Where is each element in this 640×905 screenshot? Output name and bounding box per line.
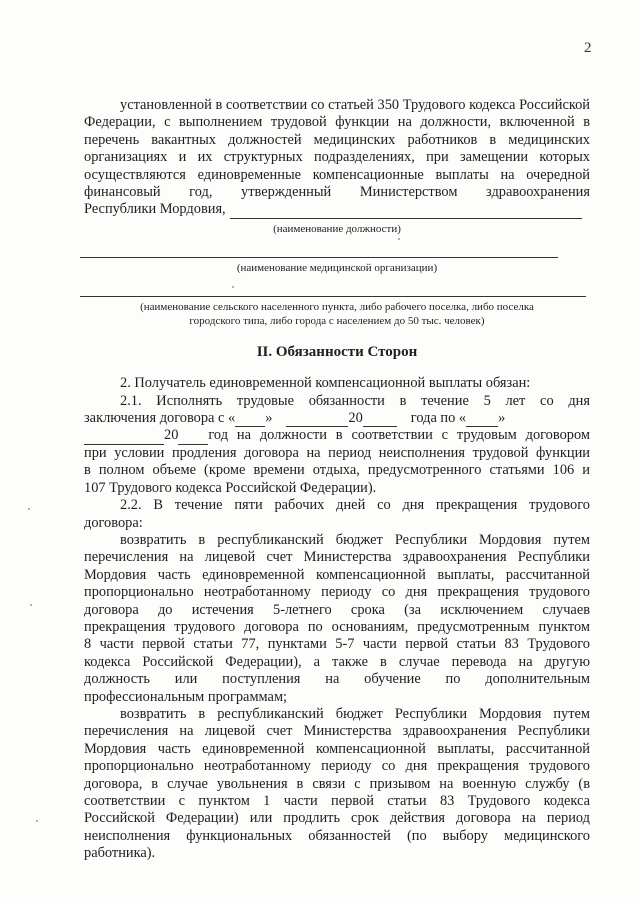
date-to-prefix: года по «	[410, 410, 467, 427]
clause-2-2-item-1-line: кодекса Российской Федерации), а также в случае перевода на другую	[84, 653, 590, 670]
position-caption: (наименование должности)	[273, 222, 401, 235]
clause-2-1	[84, 393, 590, 497]
republic-line	[84, 201, 590, 218]
section-title: II. Обязанности Сторон	[256, 343, 418, 360]
clause-2-1-year-line	[84, 427, 590, 444]
page-number: 2	[584, 40, 592, 56]
scan-speck	[398, 238, 400, 240]
clause-2-2-item-2	[84, 706, 590, 863]
org-caption: (наименование медицинской организации)	[236, 261, 438, 274]
clause-2-1-line: 2.1. Исполнять трудовые обязанности в течение 5 лет со дня	[120, 392, 590, 409]
date-from-prefix: заключения договора с «	[84, 410, 236, 427]
date-to-quote: »	[498, 410, 506, 427]
intro-line: организациях и их структурных подразделениях, при замещении которых	[84, 149, 590, 166]
scan-speck	[36, 820, 38, 822]
clause-2-2-item-2-line: соответствии с пунктом 1 части первой статьи 83 Трудового кодекса	[84, 793, 590, 809]
settlement-caption-line-2: городского типа, либо города с населением до 50 тыс. человек)	[189, 314, 485, 327]
intro-line: перечень вакантных должностей медицинских работников в медицинских	[84, 131, 590, 148]
clause-2-2-item-1-line: должность или поступления на обучение по дополнительным	[84, 671, 590, 688]
clause-2-2-item-2-line: неисполнения функциональных обязанностей (по выбору медицинского	[84, 827, 590, 844]
clause-2-2-item-1-line: договора до истечения 5-летнего срока (за исключением случаев	[84, 601, 590, 618]
clause-2-2-line: 2.2. В течение пяти рабочих дней со дня прекращения трудового	[120, 497, 590, 514]
date-from-quote: »	[265, 410, 273, 427]
clause-2: 2. Получатель единовременной компенсационной выплаты обязан:	[120, 375, 531, 392]
intro-line: финансовый год, утвержденный Министерством здравоохранения	[84, 184, 590, 201]
clause-2-1-line: 107 Трудового кодекса Российской Федерации).	[84, 479, 377, 496]
clause-2-2-line: договора:	[84, 514, 143, 531]
clause-2-2-item-1-line: профессиональным программам;	[84, 688, 288, 705]
intro-line: осуществляются единовременные компенсационные выплаты на очередной	[84, 166, 590, 183]
clause-2-2-item-2-line: перечисления на лицевой счет Министерства здравоохранения Республики	[84, 723, 590, 740]
document-body	[84, 97, 590, 863]
clause-2-2-item-2-line: Мордовия часть единовременной компенсационной выплаты, рассчитанной	[84, 740, 590, 757]
intro-line: Федерации, с выполнением трудовой функции на должности, включенной в	[84, 114, 590, 131]
clause-2-2-item-1-line: Мордовия часть единовременной компенсационной выплаты, рассчитанной	[84, 566, 590, 583]
date-to-year-prefix: 20	[164, 427, 179, 444]
clause-2-2-item-1-line: перечисления на лицевой счет Министерства здравоохранения Республики	[84, 549, 590, 566]
intro-line: установленной в соответствии со статьей 350 Трудового кодекса Российской	[120, 97, 590, 113]
clause-2-1-line: при условии продления договора на период неисполнения трудовой функции	[84, 444, 590, 461]
clause-2-2-item-2-line: пропорционально неотработанному периоду со дня прекращения трудового	[84, 758, 590, 775]
clause-2-1-line: в полном объеме (кроме времени отдыха, предусмотренного статьями 106 и	[84, 462, 590, 479]
republic-text: Республики Мордовия,	[84, 201, 226, 218]
clause-2-2	[84, 497, 590, 532]
clause-2-1-line: год на должности в соответствии с трудовым договором	[208, 427, 590, 444]
clause-2-2-item-1-line: 8 части первой статьи 77, пунктами 5-7 части первой статьи 83 Трудового	[84, 636, 590, 653]
settlement-caption-line-1: (наименование сельского населенного пункта, либо рабочего поселка, либо поселка	[140, 300, 534, 313]
scan-speck	[28, 508, 30, 510]
clause-2-2-item-1-line: пропорционально неотработанному периоду со дня прекращения трудового	[84, 584, 590, 601]
clause-2-2-item-1-line: возвратить в республиканский бюджет Республики Мордовия путем	[120, 531, 590, 548]
scan-speck	[30, 604, 32, 606]
clause-2-2-item-2-line: договора, в случае увольнения в связи с призывом на военную службу (в	[84, 775, 590, 792]
intro-paragraph	[84, 97, 590, 236]
settlement-blank-line	[80, 281, 586, 297]
clause-2-2-item-1	[84, 532, 590, 706]
clause-2-2-item-2-line: возвратить в республиканский бюджет Республики Мордовия путем	[120, 705, 590, 722]
date-from-year-prefix: 20	[348, 410, 363, 427]
position-blank-line	[230, 203, 582, 219]
org-blank-line	[80, 242, 558, 258]
scan-speck	[232, 286, 234, 288]
clause-2-1-dates-line	[84, 410, 590, 427]
clause-2-2-item-2-line: Российской Федерации) или продлить срок действия договора на период	[84, 810, 590, 827]
clause-2-2-item-1-line: прекращения трудового договора по основаниям, предусмотренным пунктом	[84, 618, 590, 635]
clause-2-2-item-2-line: работника).	[84, 845, 156, 862]
